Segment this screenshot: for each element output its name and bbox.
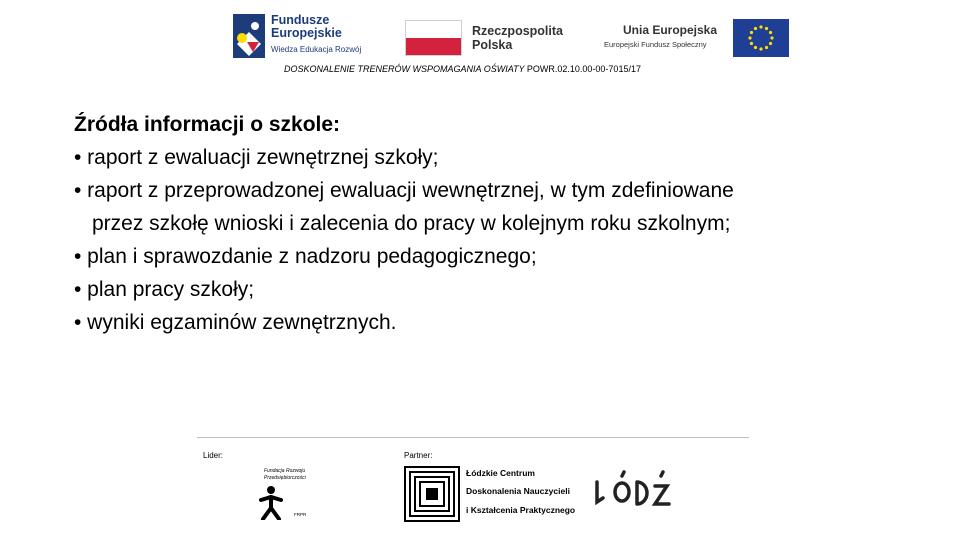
partner-logo-line1: Łódzkie Centrum — [466, 468, 535, 478]
fe-logo-line1: Fundusze — [271, 13, 330, 27]
partner-logo-line2: Doskonalenia Nauczycieli — [466, 486, 570, 496]
bullet-item: • plan i sprawozdanie z nadzoru pedagogicznego; — [74, 245, 537, 268]
ue-logo-line2: Europejski Fundusz Społeczny — [604, 40, 707, 49]
eu-star-icon — [759, 47, 762, 50]
eu-star-icon — [765, 46, 768, 49]
city-logo-text: ŁÓDŹ — [591, 470, 594, 471]
eu-star-icon — [770, 36, 773, 39]
eu-star-icon — [748, 36, 751, 39]
ldzn-square-logo-icon — [404, 466, 460, 522]
rp-logo-line1: Rzeczpospolita — [472, 24, 563, 38]
partner-logo-line3: i Kształcenia Praktycznego — [466, 505, 576, 515]
lider-logo-line1: Fundacja Rozwoju — [264, 468, 306, 474]
eu-star-icon — [759, 25, 762, 28]
eu-star-icon — [769, 42, 772, 45]
eu-star-icon — [750, 31, 753, 34]
fe-logo-line2: Europejskie — [271, 26, 342, 40]
bullet-item-continuation: przez szkołę wnioski i zalecenia do pracy w kolejnym roku szkolnym; — [92, 212, 731, 235]
eu-star-icon — [754, 46, 757, 49]
fundusze-europejskie-logo — [233, 14, 373, 58]
eu-star-icon — [754, 27, 757, 30]
fe-logo-subtitle: Wiedza Edukacja Rozwój — [271, 45, 362, 54]
eu-star-icon — [769, 31, 772, 34]
poland-flag-icon — [405, 20, 462, 56]
lider-logo-mark: FRPR — [294, 512, 307, 517]
lider-logo-line2: Przedsiębiorczości — [264, 475, 306, 481]
footer-divider — [197, 437, 749, 438]
eu-star-icon — [765, 27, 768, 30]
project-caption — [284, 64, 641, 74]
slide-content — [74, 108, 734, 339]
bullet-item: • plan pracy szkoły; — [74, 278, 255, 301]
project-code: POWR.02.10.00-00-7015/17 — [526, 64, 641, 74]
ue-logo-line1: Unia Europejska — [623, 23, 718, 37]
project-name: DOSKONALENIE TRENERÓW WSPOMAGANIA OŚWIATY — [284, 64, 525, 74]
lider-label: Lider: — [203, 451, 224, 460]
slide-heading: Źródła informacji o szkole: — [74, 113, 341, 136]
bullet-item: • raport z przeprowadzonej ewaluacji wewnętrznej, w tym zdefiniowane — [74, 179, 734, 202]
bullet-item: • wyniki egzaminów zewnętrznych. — [74, 311, 397, 334]
eu-flag-icon — [733, 19, 789, 57]
walking-figure-icon — [258, 486, 284, 520]
lider-logo — [256, 468, 316, 522]
fundusze-europejskie-mark-icon — [233, 14, 265, 58]
rp-logo-line2: Polska — [472, 38, 513, 52]
partner-label: Partner: — [404, 451, 433, 460]
bullet-item: • raport z ewaluacji zewnętrznej szkoły; — [74, 146, 439, 169]
eu-star-icon — [750, 42, 753, 45]
lodz-city-logo — [591, 470, 677, 510]
